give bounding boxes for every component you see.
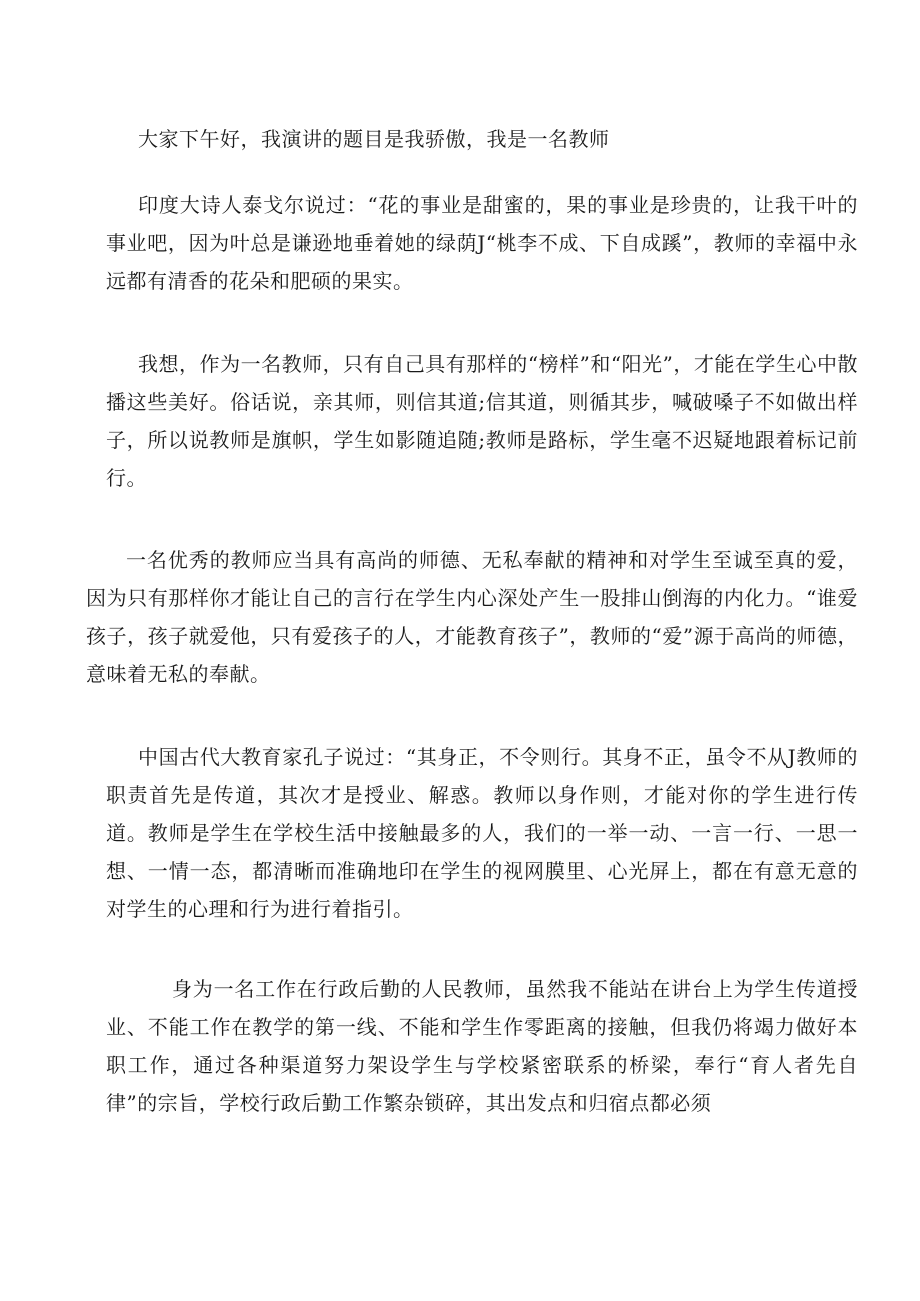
paragraph-teacher-ethics: 一名优秀的教师应当具有高尚的师德、无私奉献的精神和对学生至诚至真的爱，因为只有那样你才能让自己的言行在学生内心深处产生一股排山倒海的内化力。“谁爱孩子，孩子就爱他，只有爱孩子的人，才能教育孩子”，教师的“爱”源于高尚的师德，意味着无私的奉献。 [86,548,858,686]
paragraph-admin-work: 身为一名工作在行政后勤的人民教师，虽然我不能站在讲台上为学生传道授业、不能工作在教学的第一线、不能和学生作零距离的接触，但我仍将竭力做好本职工作，通过各种渠道努力架设学生与学校紧密联系的桥梁，奉行“育人者先自律”的宗旨，学校行政后勤工作繁杂锁碎，其出发点和归宿点都必须 [106,977,858,1115]
paragraph-role-model: 我想，作为一名教师，只有自己具有那样的“榜样”和“阳光”，才能在学生心中散播这些美好。俗话说，亲其师，则信其道;信其道，则循其步，喊破嗓子不如做出样子，所以说教师是旗帜，学生如影随追随;教师是路标，学生毫不迟疑地跟着标记前行。 [106,352,858,490]
paragraph-confucius-quote: 中国古代大教育家孔子说过：“其身正，不令则行。其身不正，虽令不从J教师的职责首先是传道，其次才是授业、解惑。教师以身作则，才能对你的学生进行传道。教师是学生在学校生活中接触最多的人，我们的一举一动、一言一行、一思一想、一情一态，都清晰而准确地印在学生的视网膜里、心光屏上，都在有意无意的对学生的心理和行为进行着指引。 [106,745,858,921]
paragraph-tagore-quote: 印度大诗人泰戈尔说过：“花的事业是甜蜜的，果的事业是珍贵的，让我干叶的事业吧，因为叶总是谦逊地垂着她的绿荫J“桃李不成、下自成蹊”，教师的幸福中永远都有清香的花朵和肥硕的果实。 [106,193,858,293]
paragraph-greeting: 大家下午好，我演讲的题目是我骄傲，我是一名教师 [138,127,610,151]
